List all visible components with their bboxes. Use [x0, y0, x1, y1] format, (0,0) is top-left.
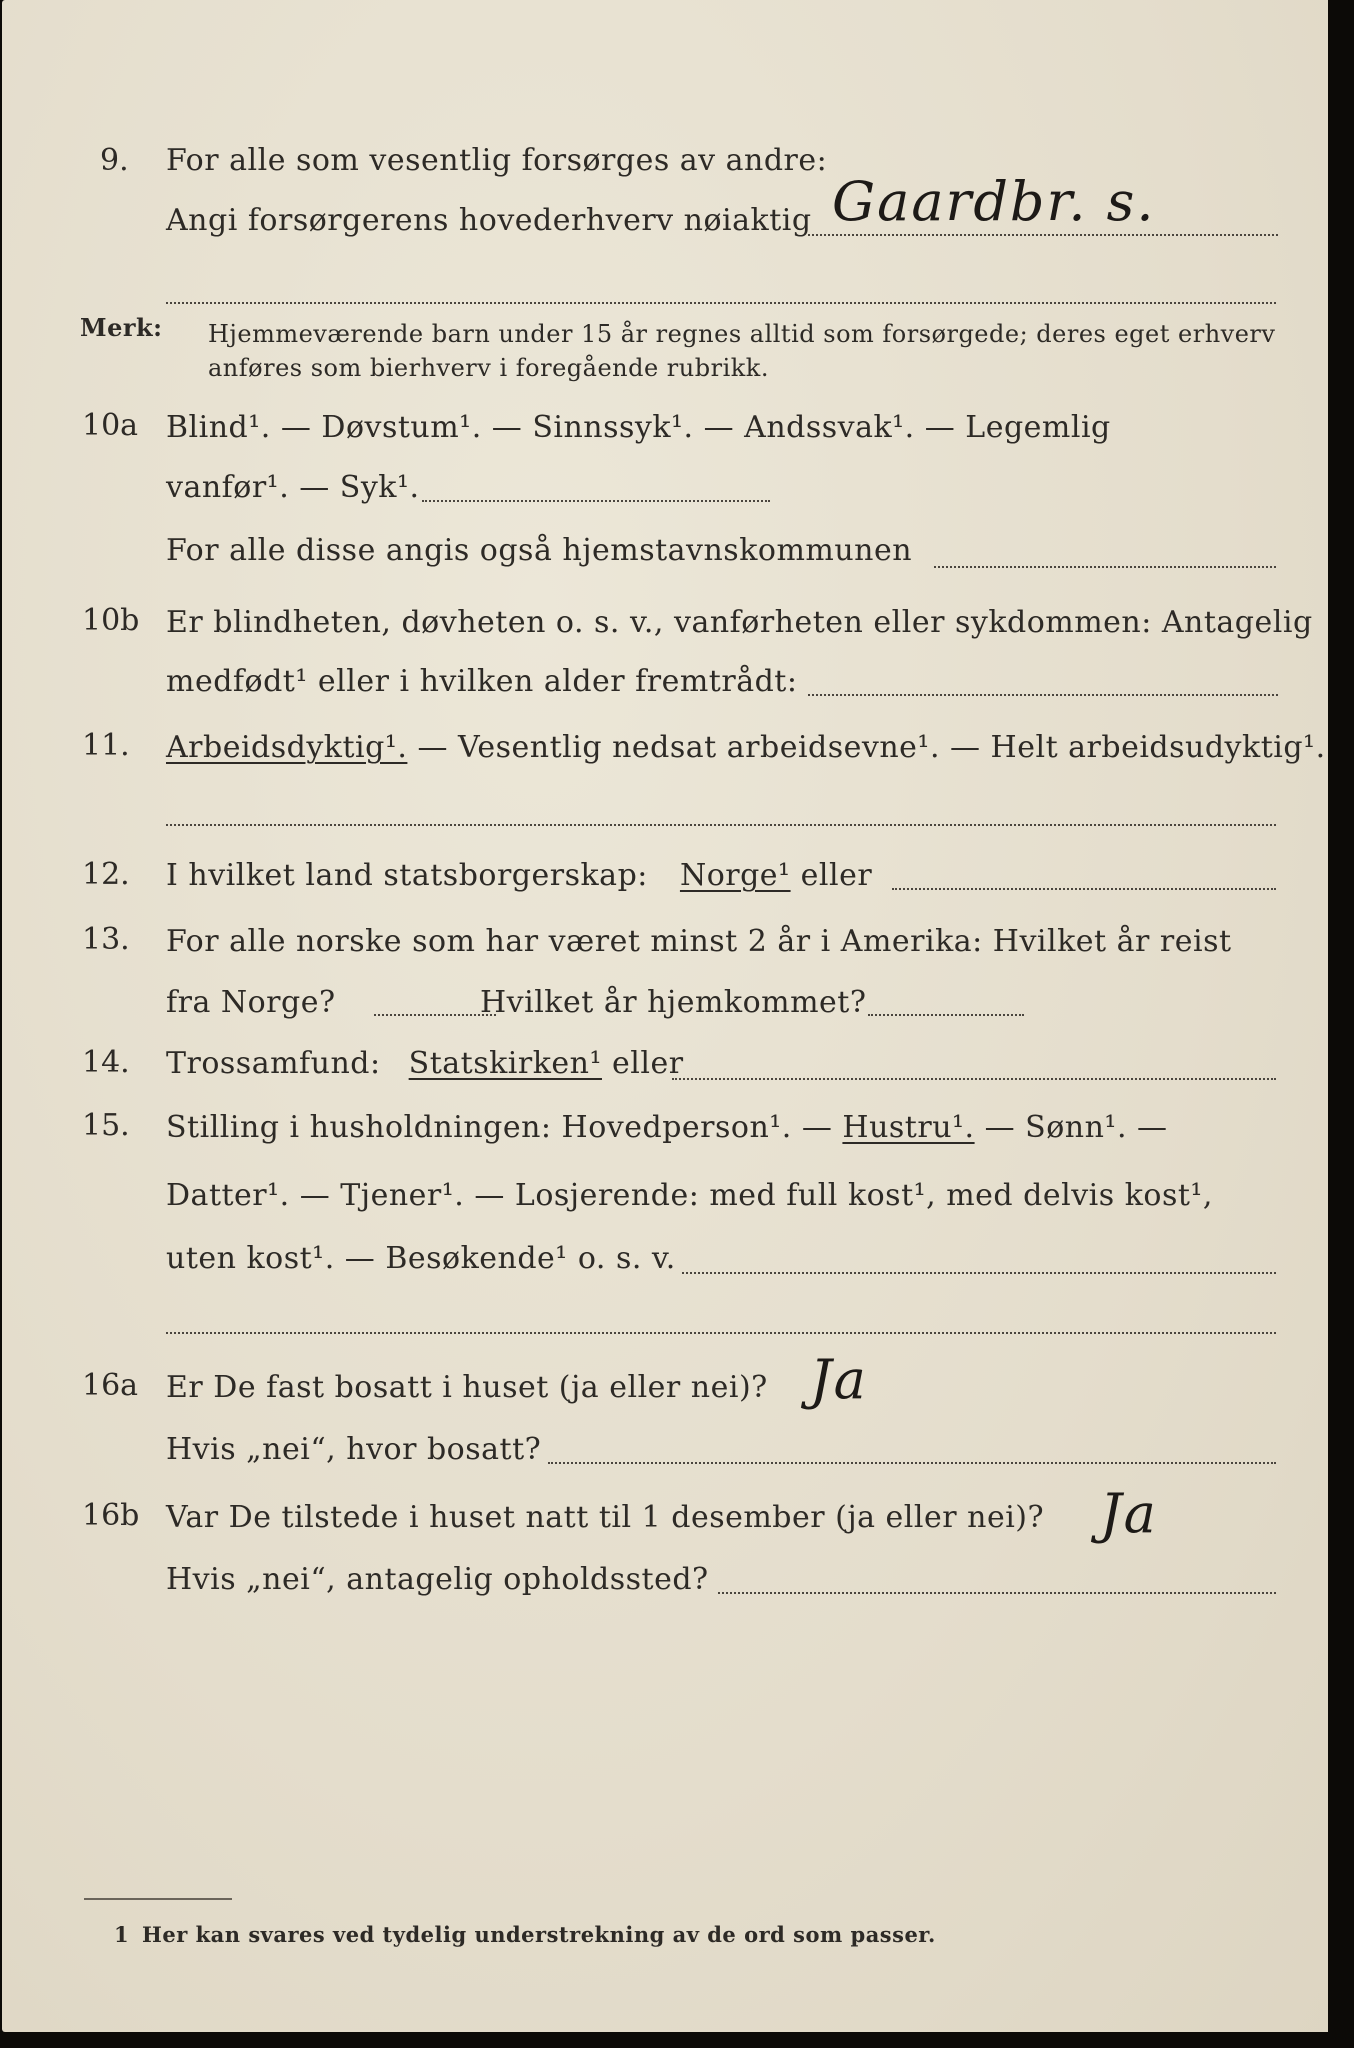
q11-rest: — Vesentlig nedsat arbeidsevne¹. — Helt arbeidsudyktig¹.: [417, 730, 1326, 765]
q10b-answer-line: [808, 694, 1278, 696]
q16b-line1: Var De tilstede i huset natt til 1 desember (ja eller nei)?: [166, 1500, 1045, 1535]
question-number-14: 14.: [82, 1045, 130, 1080]
q12-option-norge: Norge¹: [679, 858, 791, 893]
q9-answer-line: [808, 234, 1278, 236]
q10b-line1: Er blindheten, døvheten o. s. v., vanførheten eller sykdommen: Antagelig: [166, 605, 1313, 640]
census-form-page: [2, 0, 1340, 2032]
q13-hjemkommet-line: [868, 1014, 1024, 1016]
footnote-text: Her kan svares ved tydelig understrekning av de ord som passer.: [142, 1922, 936, 1947]
q15-line1b: — Sønn¹. —: [984, 1110, 1168, 1145]
q9-handwritten-answer: Gaardbr. s.: [832, 170, 1156, 233]
q9-line1: For alle som vesentlig forsørges av andre:: [166, 143, 828, 178]
q13-line2a: fra Norge?: [166, 985, 336, 1020]
q12-line: [166, 858, 872, 893]
q13-line1: For alle norske som har været minst 2 år i Amerika: Hvilket år reist: [166, 924, 1232, 959]
q10a-syk-line: [422, 500, 770, 502]
q15-line1a: Stilling i husholdningen: Hovedperson¹. —: [166, 1110, 833, 1145]
question-number-15: 15.: [82, 1108, 130, 1143]
q14-prompt: Trossamfund:: [166, 1046, 381, 1081]
q14-answer-line: [672, 1078, 1276, 1080]
q9-extra-line: [166, 302, 1276, 304]
q9-line2: Angi forsørgerens hovederhverv nøiaktig: [166, 203, 812, 238]
question-number-16b: 16b: [82, 1498, 140, 1533]
q12-prompt: I hvilket land statsborgerskap:: [166, 858, 648, 893]
q15-option-hustru: Hustru¹.: [842, 1110, 975, 1145]
q16a-handwritten-answer: Ja: [810, 1348, 868, 1411]
q15-extra-line: [166, 1332, 1276, 1334]
question-number-10a: 10a: [82, 408, 139, 443]
q10a-line3: For alle disse angis også hjemstavnskommunen: [166, 533, 913, 568]
q16b-opholdssted-line: [718, 1592, 1276, 1594]
question-number-13: 13.: [82, 922, 130, 957]
q13-line2b: Hvilket år hjemkommet?: [480, 985, 867, 1020]
q16a-bosatt-line: [548, 1462, 1276, 1464]
q15-line3: uten kost¹. — Besøkende¹ o. s. v.: [166, 1241, 676, 1276]
q11-extra-line: [166, 824, 1276, 826]
q10a-kommune-line: [934, 566, 1276, 568]
merk-label: Merk:: [80, 313, 163, 342]
q15-answer-line: [682, 1272, 1276, 1274]
q12-answer-line: [892, 888, 1276, 890]
question-number-16a: 16a: [82, 1368, 139, 1403]
q14-line: [166, 1046, 684, 1081]
q16b-line2: Hvis „nei“, antagelig opholdssted?: [166, 1562, 709, 1597]
question-number-11: 11.: [82, 728, 130, 763]
footnote-rule: [84, 1898, 232, 1900]
q12-or: eller: [800, 858, 873, 893]
q16a-line2: Hvis „nei“, hvor bosatt?: [166, 1432, 542, 1467]
q16a-line1: Er De fast bosatt i huset (ja eller nei)?: [166, 1370, 768, 1405]
q16b-handwritten-answer: Ja: [1100, 1482, 1158, 1545]
scan-edge-bottom: [0, 2032, 1354, 2048]
q11-option-arbeidsdyktig: Arbeidsdyktig¹.: [166, 730, 408, 765]
merk-line1: Hjemmeværende barn under 15 år regnes alltid som forsørgede; deres eget erhverv: [208, 320, 1276, 348]
q14-or: eller: [612, 1046, 684, 1081]
q10a-line1: Blind¹. — Døvstum¹. — Sinnssyk¹. — Andssvak¹. — Legemlig: [166, 410, 1111, 445]
merk-line2: anføres som bierhverv i foregående rubrikk.: [208, 354, 769, 382]
q11-line: [166, 730, 1326, 765]
footnote-mark: 1: [114, 1922, 130, 1947]
scan-edge-right: [1328, 0, 1354, 2048]
q13-reist-line: [374, 1014, 496, 1016]
q10a-line2: vanfør¹. — Syk¹.: [166, 470, 420, 505]
question-number-10b: 10b: [82, 603, 140, 638]
question-number-12: 12.: [82, 857, 130, 892]
q15-line2: Datter¹. — Tjener¹. — Losjerende: med full kost¹, med delvis kost¹,: [166, 1178, 1213, 1213]
question-number-9: 9.: [100, 143, 129, 178]
q10b-line2: medfødt¹ eller i hvilken alder fremtrådt:: [166, 664, 798, 699]
q15-line1: [166, 1110, 1168, 1145]
q14-option-statskirken: Statskirken¹: [408, 1046, 602, 1081]
